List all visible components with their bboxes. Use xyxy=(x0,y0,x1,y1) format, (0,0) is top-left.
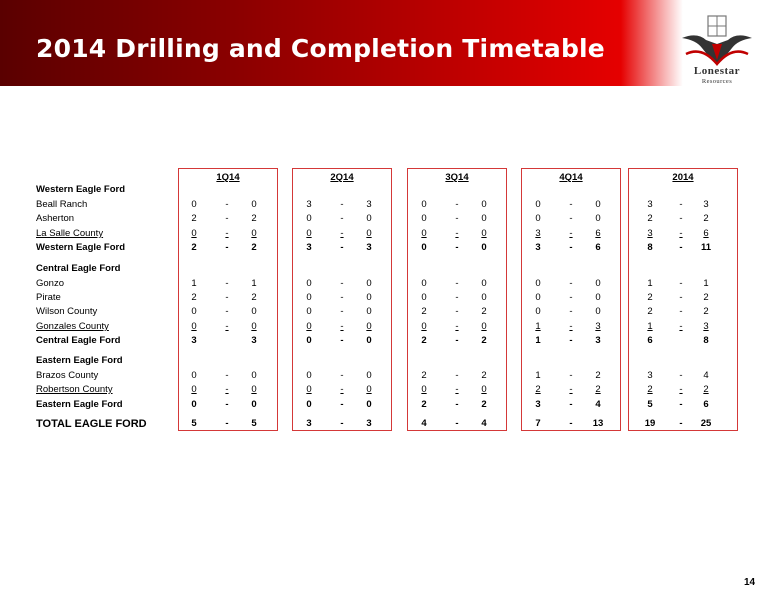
cell-low-value: 0 xyxy=(191,199,197,210)
cell-low-value: 0 xyxy=(306,306,312,317)
row-label: Pirate xyxy=(36,292,61,303)
range-dash: - xyxy=(225,213,229,224)
row-label: Robertson County xyxy=(36,384,113,395)
cell-high-value: 8 xyxy=(703,335,709,346)
cell-low-value: 0 xyxy=(535,292,541,303)
cell-low-value: 0 xyxy=(191,306,197,317)
page-title: 2014 Drilling and Completion Timetable xyxy=(36,34,605,63)
range-dash: - xyxy=(455,242,459,253)
range-dash: - xyxy=(679,242,683,253)
row-label: Gonzales County xyxy=(36,321,109,332)
range-dash: - xyxy=(225,199,229,210)
cell-low-value: 3 xyxy=(647,199,653,210)
cell-high-value: 1 xyxy=(251,278,257,289)
range-dash: - xyxy=(340,384,344,395)
cell-low-value: 3 xyxy=(306,418,312,429)
cell-high-value: 6 xyxy=(703,399,709,410)
cell-high-value: 0 xyxy=(481,292,487,303)
cell-low-value: 2 xyxy=(647,213,653,224)
cell-high-value: 0 xyxy=(366,278,372,289)
row-label: Central Eagle Ford xyxy=(36,335,121,346)
row-label: Central Eagle Ford xyxy=(36,263,121,274)
cell-high-value: 2 xyxy=(703,292,709,303)
cell-high-value: 0 xyxy=(366,213,372,224)
cell-high-value: 0 xyxy=(251,199,257,210)
cell-high-value: 3 xyxy=(366,199,372,210)
column-header: 2Q14 xyxy=(330,172,354,183)
cell-high-value: 0 xyxy=(481,242,487,253)
row-label: La Salle County xyxy=(36,228,104,239)
range-dash: - xyxy=(679,228,683,239)
range-dash: - xyxy=(455,335,459,346)
cell-high-value: 2 xyxy=(703,213,709,224)
cell-low-value: 0 xyxy=(535,306,541,317)
range-dash: - xyxy=(340,199,344,210)
cell-high-value: 2 xyxy=(481,370,487,381)
range-dash: - xyxy=(679,199,683,210)
cell-high-value: 3 xyxy=(595,335,601,346)
row-label: Brazos County xyxy=(36,370,99,381)
cell-low-value: 0 xyxy=(421,199,427,210)
cell-high-value: 11 xyxy=(700,242,712,253)
cell-low-value: 6 xyxy=(647,335,653,346)
cell-low-value: 0 xyxy=(306,399,312,410)
cell-high-value: 2 xyxy=(703,306,709,317)
range-dash: - xyxy=(569,278,573,289)
range-dash: - xyxy=(225,306,229,317)
range-dash: - xyxy=(679,321,683,332)
range-dash: - xyxy=(569,199,573,210)
cell-low-value: 2 xyxy=(191,242,197,253)
cell-high-value: 0 xyxy=(366,292,372,303)
cell-low-value: 0 xyxy=(421,228,427,239)
cell-low-value: 19 xyxy=(644,418,656,429)
range-dash: - xyxy=(340,370,344,381)
range-dash: - xyxy=(569,418,573,429)
cell-low-value: 8 xyxy=(647,242,653,253)
cell-high-value: 0 xyxy=(251,321,257,332)
page-number: 14 xyxy=(744,577,756,588)
cell-low-value: 3 xyxy=(647,228,653,239)
cell-high-value: 2 xyxy=(703,384,709,395)
range-dash: - xyxy=(455,370,459,381)
cell-high-value: 3 xyxy=(366,242,372,253)
cell-low-value: 0 xyxy=(421,292,427,303)
cell-low-value: 0 xyxy=(535,199,541,210)
cell-high-value: 0 xyxy=(481,213,487,224)
cell-low-value: 1 xyxy=(647,321,653,332)
cell-high-value: 0 xyxy=(481,278,487,289)
cell-high-value: 2 xyxy=(595,384,601,395)
range-dash: - xyxy=(455,399,459,410)
cell-high-value: 0 xyxy=(366,228,372,239)
cell-low-value: 0 xyxy=(191,399,197,410)
range-dash: - xyxy=(569,370,573,381)
range-dash: - xyxy=(679,213,683,224)
range-dash: - xyxy=(340,418,344,429)
cell-high-value: 5 xyxy=(251,418,257,429)
range-dash: - xyxy=(455,292,459,303)
range-dash: - xyxy=(225,278,229,289)
range-dash: - xyxy=(340,228,344,239)
logo-subtitle: Resources xyxy=(701,78,733,85)
cell-low-value: 3 xyxy=(306,242,312,253)
cell-low-value: 5 xyxy=(191,418,197,429)
cell-high-value: 0 xyxy=(481,199,487,210)
cell-low-value: 2 xyxy=(191,213,197,224)
cell-low-value: 4 xyxy=(421,418,427,429)
range-dash: - xyxy=(340,213,344,224)
row-label: Gonzo xyxy=(36,278,64,289)
cell-low-value: 0 xyxy=(306,228,312,239)
cell-low-value: 0 xyxy=(306,321,312,332)
row-label: Eastern Eagle Ford xyxy=(36,399,123,410)
cell-low-value: 3 xyxy=(535,399,541,410)
cell-low-value: 0 xyxy=(306,213,312,224)
cell-high-value: 0 xyxy=(366,384,372,395)
cell-low-value: 2 xyxy=(421,399,427,410)
row-label: Wilson County xyxy=(36,306,98,317)
cell-low-value: 7 xyxy=(535,418,541,429)
range-dash: - xyxy=(679,399,683,410)
cell-low-value: 0 xyxy=(306,292,312,303)
cell-high-value: 6 xyxy=(595,228,601,239)
cell-low-value: 1 xyxy=(535,321,541,332)
range-dash: - xyxy=(569,213,573,224)
cell-low-value: 0 xyxy=(421,242,427,253)
cell-low-value: 2 xyxy=(421,306,427,317)
cell-low-value: 2 xyxy=(647,292,653,303)
cell-high-value: 0 xyxy=(481,228,487,239)
range-dash: - xyxy=(569,292,573,303)
cell-low-value: 0 xyxy=(535,213,541,224)
cell-high-value: 0 xyxy=(251,399,257,410)
cell-low-value: 3 xyxy=(647,370,653,381)
range-dash: - xyxy=(225,228,229,239)
logo-name: Lonestar xyxy=(693,65,741,77)
row-label: TOTAL EAGLE FORD xyxy=(36,418,147,430)
range-dash: - xyxy=(340,292,344,303)
cell-high-value: 0 xyxy=(595,278,601,289)
range-dash: - xyxy=(679,418,683,429)
range-dash: - xyxy=(679,292,683,303)
cell-low-value: 0 xyxy=(306,370,312,381)
range-dash: - xyxy=(455,199,459,210)
range-dash: - xyxy=(455,228,459,239)
cell-high-value: 1 xyxy=(703,278,709,289)
cell-low-value: 2 xyxy=(647,306,653,317)
cell-high-value: 0 xyxy=(595,213,601,224)
column-header: 1Q14 xyxy=(216,172,240,183)
range-dash: - xyxy=(455,213,459,224)
cell-low-value: 3 xyxy=(191,335,197,346)
cell-high-value: 4 xyxy=(481,418,487,429)
cell-low-value: 0 xyxy=(306,335,312,346)
range-dash: - xyxy=(225,242,229,253)
range-dash: - xyxy=(225,370,229,381)
cell-low-value: 3 xyxy=(535,228,541,239)
range-dash: - xyxy=(455,384,459,395)
range-dash: - xyxy=(225,292,229,303)
column-header: 4Q14 xyxy=(559,172,583,183)
range-dash: - xyxy=(569,228,573,239)
range-dash: - xyxy=(340,335,344,346)
range-dash: - xyxy=(340,306,344,317)
cell-low-value: 2 xyxy=(421,370,427,381)
cell-high-value: 4 xyxy=(703,370,709,381)
cell-low-value: 2 xyxy=(647,384,653,395)
range-dash: - xyxy=(340,278,344,289)
cell-high-value: 0 xyxy=(366,335,372,346)
cell-high-value: 0 xyxy=(595,292,601,303)
range-dash: - xyxy=(455,306,459,317)
column-header: 3Q14 xyxy=(445,172,469,183)
cell-high-value: 2 xyxy=(481,335,487,346)
cell-low-value: 2 xyxy=(421,335,427,346)
range-dash: - xyxy=(455,321,459,332)
range-dash: - xyxy=(679,370,683,381)
range-dash: - xyxy=(455,418,459,429)
row-label: Western Eagle Ford xyxy=(36,242,126,253)
range-dash: - xyxy=(455,278,459,289)
cell-high-value: 0 xyxy=(366,321,372,332)
range-dash: - xyxy=(340,321,344,332)
cell-low-value: 2 xyxy=(535,384,541,395)
cell-high-value: 0 xyxy=(366,370,372,381)
column-header: 2014 xyxy=(672,172,694,183)
cell-high-value: 0 xyxy=(595,199,601,210)
cell-high-value: 3 xyxy=(703,199,709,210)
cell-low-value: 0 xyxy=(421,213,427,224)
range-dash: - xyxy=(569,399,573,410)
cell-high-value: 4 xyxy=(595,399,601,410)
cell-high-value: 3 xyxy=(595,321,601,332)
cell-low-value: 5 xyxy=(647,399,653,410)
cell-high-value: 2 xyxy=(251,242,257,253)
range-dash: - xyxy=(340,242,344,253)
cell-low-value: 0 xyxy=(421,278,427,289)
cell-high-value: 3 xyxy=(366,418,372,429)
cell-low-value: 0 xyxy=(191,370,197,381)
range-dash: - xyxy=(569,321,573,332)
cell-low-value: 0 xyxy=(421,321,427,332)
range-dash: - xyxy=(679,384,683,395)
row-label: Beall Ranch xyxy=(36,199,88,210)
row-label: Eastern Eagle Ford xyxy=(36,355,123,366)
cell-low-value: 1 xyxy=(535,370,541,381)
range-dash: - xyxy=(225,418,229,429)
range-dash: - xyxy=(569,384,573,395)
cell-high-value: 0 xyxy=(251,384,257,395)
cell-high-value: 2 xyxy=(595,370,601,381)
cell-high-value: 25 xyxy=(700,418,712,429)
range-dash: - xyxy=(225,384,229,395)
cell-low-value: 3 xyxy=(306,199,312,210)
cell-low-value: 2 xyxy=(191,292,197,303)
cell-low-value: 0 xyxy=(191,321,197,332)
cell-high-value: 0 xyxy=(251,370,257,381)
cell-high-value: 3 xyxy=(251,335,257,346)
cell-high-value: 6 xyxy=(703,228,709,239)
row-label: Asherton xyxy=(36,213,75,224)
cell-high-value: 0 xyxy=(481,384,487,395)
cell-high-value: 0 xyxy=(366,306,372,317)
cell-high-value: 0 xyxy=(251,306,257,317)
cell-low-value: 0 xyxy=(535,278,541,289)
cell-high-value: 2 xyxy=(251,292,257,303)
row-label: Western Eagle Ford xyxy=(36,184,126,195)
cell-low-value: 0 xyxy=(191,384,197,395)
cell-high-value: 13 xyxy=(592,418,604,429)
cell-low-value: 0 xyxy=(306,278,312,289)
cell-low-value: 0 xyxy=(191,228,197,239)
range-dash: - xyxy=(340,399,344,410)
cell-high-value: 2 xyxy=(481,399,487,410)
range-dash: - xyxy=(225,399,229,410)
range-dash: - xyxy=(569,335,573,346)
range-dash: - xyxy=(679,278,683,289)
cell-high-value: 0 xyxy=(481,321,487,332)
cell-low-value: 0 xyxy=(421,384,427,395)
cell-high-value: 6 xyxy=(595,242,601,253)
cell-high-value: 2 xyxy=(481,306,487,317)
cell-low-value: 1 xyxy=(535,335,541,346)
range-dash: - xyxy=(569,306,573,317)
cell-high-value: 0 xyxy=(366,399,372,410)
cell-low-value: 3 xyxy=(535,242,541,253)
cell-low-value: 0 xyxy=(306,384,312,395)
range-dash: - xyxy=(679,306,683,317)
cell-high-value: 0 xyxy=(251,228,257,239)
cell-low-value: 1 xyxy=(191,278,197,289)
range-dash: - xyxy=(225,321,229,332)
cell-high-value: 2 xyxy=(251,213,257,224)
cell-high-value: 3 xyxy=(703,321,709,332)
cell-high-value: 0 xyxy=(595,306,601,317)
range-dash: - xyxy=(569,242,573,253)
cell-low-value: 1 xyxy=(647,278,653,289)
